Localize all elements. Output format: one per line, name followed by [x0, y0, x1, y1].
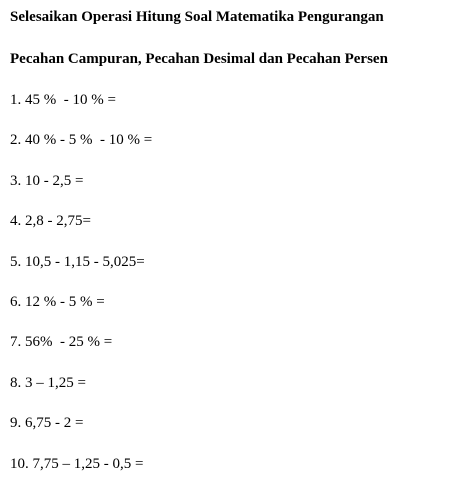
title-line-2: Pecahan Campuran, Pecahan Desimal dan Pecahan Persen	[10, 51, 388, 67]
problem-item: 4. 2,8 - 2,75=	[10, 213, 91, 230]
problem-item: 5. 10,5 - 1,15 - 5,025=	[10, 253, 145, 270]
title-line-1: Selesaikan Operasi Hitung Soal Matematika Pengurangan	[10, 9, 384, 25]
problem-item: 9. 6,75 - 2 =	[10, 415, 84, 432]
problem-item: 6. 12 % - 5 % =	[10, 293, 105, 310]
problem-item: 3. 10 - 2,5 =	[10, 172, 84, 189]
problem-item: 1. 45 % - 10 % =	[10, 92, 116, 108]
problem-item: 2. 40 % - 5 % - 10 % =	[10, 132, 153, 149]
problem-item: 7. 56% - 25 % =	[10, 334, 113, 351]
problem-list	[10, 91, 152, 495]
problem-item: 8. 3 – 1,25 =	[10, 374, 86, 391]
problem-item: 10. 7,75 – 1,25 - 0,5 =	[10, 455, 144, 472]
